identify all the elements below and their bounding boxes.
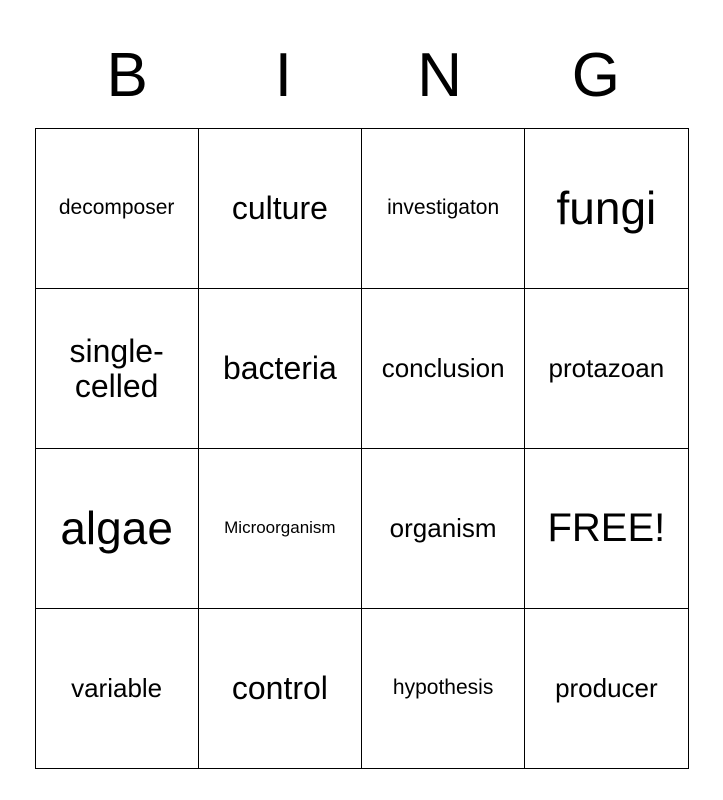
- bingo-cell-3-3[interactable]: producer: [525, 609, 688, 769]
- bingo-grid: [35, 128, 689, 769]
- table-row: [35, 449, 688, 609]
- bingo-cell-2-2[interactable]: organism: [362, 449, 525, 609]
- table-row: [35, 289, 688, 449]
- bingo-cell-0-2[interactable]: investigaton: [362, 129, 525, 289]
- header-letter-i: I: [274, 41, 292, 110]
- table-row: [35, 609, 688, 769]
- bingo-cell-0-1[interactable]: culture: [198, 129, 361, 289]
- bingo-cell-1-2[interactable]: conclusion: [362, 289, 525, 449]
- bingo-cell-3-0[interactable]: variable: [35, 609, 198, 769]
- bingo-cell-3-2[interactable]: hypothesis: [362, 609, 525, 769]
- bingo-cell-3-1[interactable]: control: [198, 609, 361, 769]
- bingo-cell-0-0[interactable]: decomposer: [35, 129, 198, 289]
- bingo-cell-0-3[interactable]: fungi: [525, 129, 688, 289]
- bingo-cell-free[interactable]: FREE!: [525, 449, 688, 609]
- table-row: [35, 129, 688, 289]
- bingo-cell-1-0[interactable]: single-celled: [35, 289, 198, 449]
- bingo-cell-2-1[interactable]: Microorganism: [198, 449, 361, 609]
- header-letter-b: B: [106, 41, 148, 110]
- bingo-cell-1-1[interactable]: bacteria: [198, 289, 361, 449]
- header-letter-n: N: [417, 41, 463, 110]
- header-letter-g: G: [571, 41, 620, 110]
- bingo-header: [49, 0, 674, 114]
- bingo-cell-2-0[interactable]: algae: [35, 449, 198, 609]
- bingo-cell-1-3[interactable]: protazoan: [525, 289, 688, 449]
